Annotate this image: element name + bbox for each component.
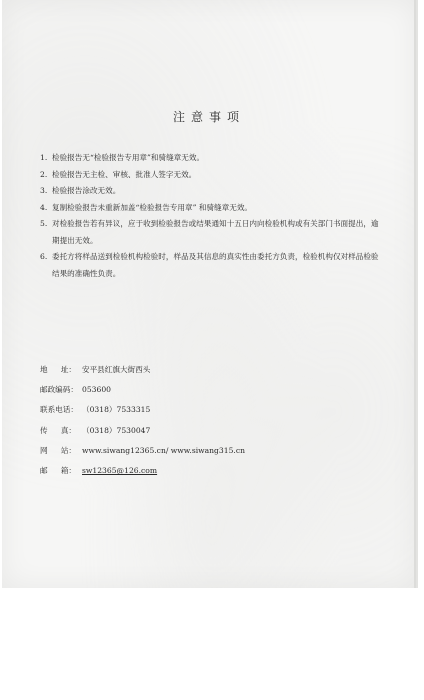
notes-list bbox=[40, 150, 380, 282]
note-number: 1. bbox=[40, 153, 48, 162]
note-number: 6. bbox=[40, 252, 48, 261]
page-title: 注意事项 bbox=[172, 110, 245, 124]
list-item bbox=[40, 150, 380, 167]
address-row bbox=[40, 360, 245, 380]
email-label-a: 邮 bbox=[40, 466, 48, 476]
note-number: 2. bbox=[40, 169, 48, 179]
email-label-b: 箱： bbox=[60, 466, 76, 476]
email-label bbox=[40, 461, 76, 481]
address-value: 安平县红旗大街西头 bbox=[82, 365, 151, 374]
fax-value: （0318）7530047 bbox=[82, 425, 151, 435]
website-label-b: 站： bbox=[60, 445, 76, 455]
note-number: 5. bbox=[40, 219, 48, 228]
document-page bbox=[2, 0, 418, 588]
website-label bbox=[40, 441, 76, 461]
postcode-label: 邮政编码： bbox=[40, 385, 78, 395]
note-text: 复制检验报告未重新加盖“检验报告专用章” 和骑缝章无效。 bbox=[52, 202, 253, 212]
note-text: 检验报告无“检验报告专用章”和骑缝章无效。 bbox=[52, 153, 205, 162]
page-edge-divider bbox=[414, 0, 416, 588]
list-item bbox=[40, 216, 380, 249]
email-row bbox=[40, 461, 245, 481]
note-text: 检验报告无主检、审核、批准人签字无效。 bbox=[52, 169, 197, 179]
fax-label-b: 真： bbox=[60, 425, 76, 435]
note-number: 4. bbox=[40, 202, 48, 212]
note-number: 3. bbox=[40, 186, 48, 195]
phone-row bbox=[40, 400, 245, 420]
website-row bbox=[40, 441, 245, 461]
list-item bbox=[40, 167, 380, 184]
note-text: 检验报告涂改无效。 bbox=[52, 186, 121, 195]
note-text: 委托方将样品送到检验机构检验时，样品及其信息的真实性由委托方负责，检验机构仅对样品检验结果的准确性负责。 bbox=[52, 252, 379, 278]
list-item bbox=[40, 249, 380, 282]
fax-row bbox=[40, 421, 245, 441]
postcode-value: 053600 bbox=[82, 385, 111, 395]
paper-texture bbox=[2, 0, 416, 588]
website-link[interactable]: www.siwang12365.cn/ www.siwang315.cn bbox=[82, 445, 245, 455]
contact-info bbox=[40, 360, 245, 481]
address-label bbox=[40, 360, 76, 380]
note-text: 对检验报告若有异议，应于收到检验报告或结果通知十五日内向检验机构或有关部门书面提出，逾期提出无效。 bbox=[52, 219, 379, 245]
phone-value: （0318）7533315 bbox=[82, 405, 151, 415]
list-item bbox=[40, 183, 380, 200]
list-item bbox=[40, 200, 380, 217]
phone-label: 联系电话： bbox=[40, 405, 78, 415]
fax-label-a: 传 bbox=[40, 425, 48, 435]
address-label-a: 地 bbox=[40, 365, 48, 374]
fax-label bbox=[40, 421, 76, 441]
email-link[interactable]: sw12365@126.com bbox=[82, 466, 158, 476]
website-label-a: 网 bbox=[40, 445, 48, 455]
address-label-b: 址： bbox=[60, 365, 76, 374]
postcode-row bbox=[40, 380, 245, 400]
